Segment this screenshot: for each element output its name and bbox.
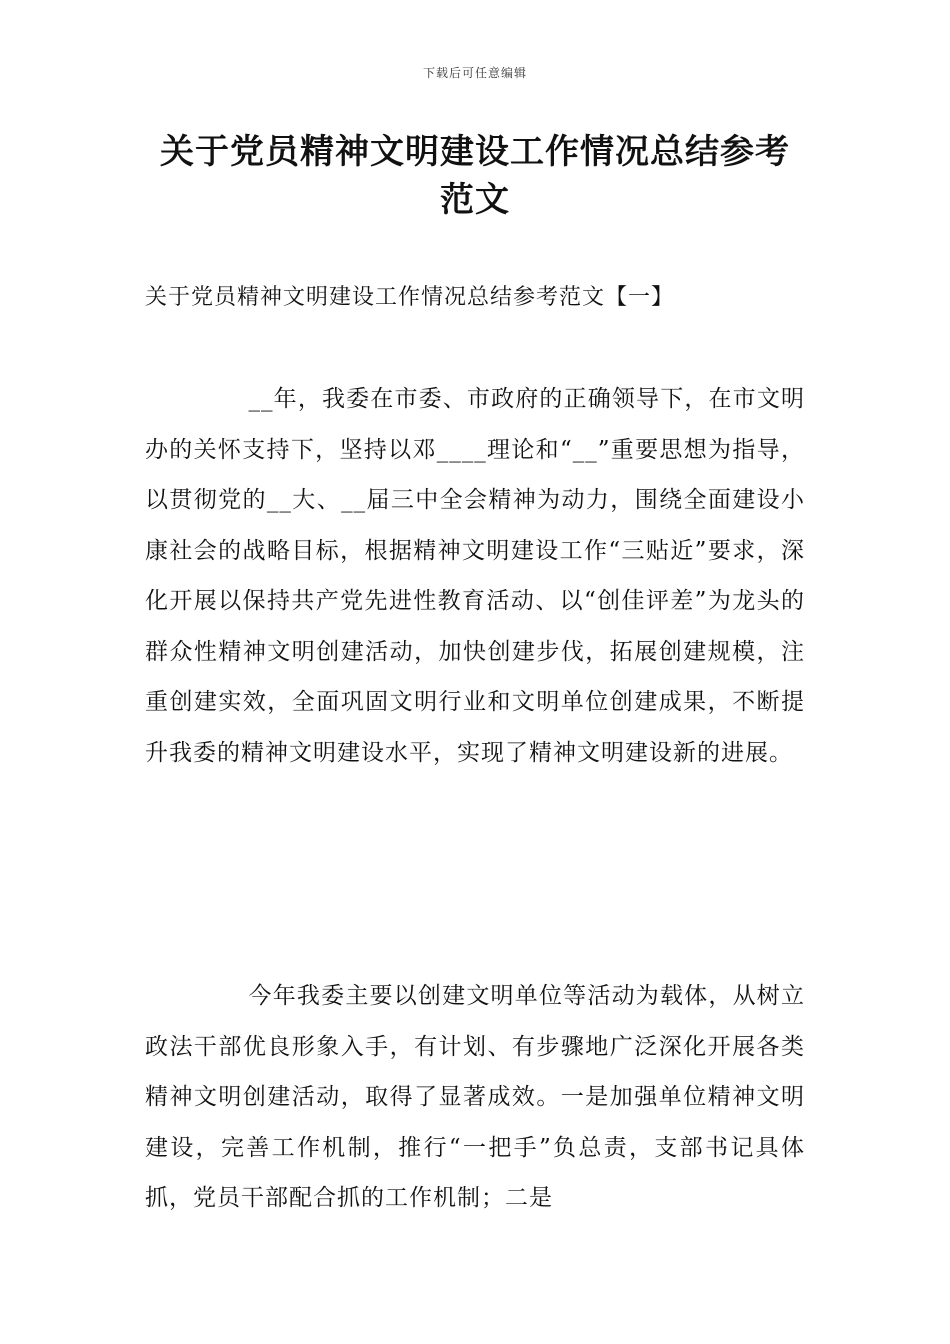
body-paragraph-2: 今年我委主要以创建文明单位等活动为载体，从树立政法干部优良形象入手，有计划、有步骤地广泛深化开展各类精神文明创建活动，取得了显著成效。一是加强单位精神文明建设，完善工作机制，推行“一把手”负总责，支部书记具体抓，党员干部配合抓的工作机制；二是	[145, 983, 805, 1211]
section-subtitle: 关于党员精神文明建设工作情况总结参考范文【一】	[145, 285, 675, 310]
header-note: 下载后可任意编辑	[422, 66, 527, 80]
document-title: 关于党员精神文明建设工作情况总结参考范文	[160, 132, 790, 220]
body-paragraph-1: __年，我委在市委、市政府的正确领导下，在市文明办的关怀支持下，坚持以邓____理论和“__”重要思想为指导，以贯彻党的__大、__届三中全会精神为动力，围绕全面建设小康社会的战略目标，根据精神文明建设工作“三贴近”要求，深化开展以保持共产党先进性教育活动、以“创佳评差”为龙头的群众性精神文明创建活动，加快创建步伐，拓展创建规模，注重创建实效，全面巩固文明行业和文明单位创建成果，不断提升我委的精神文明建设水平，实现了精神文明建设新的进展。	[145, 386, 805, 766]
